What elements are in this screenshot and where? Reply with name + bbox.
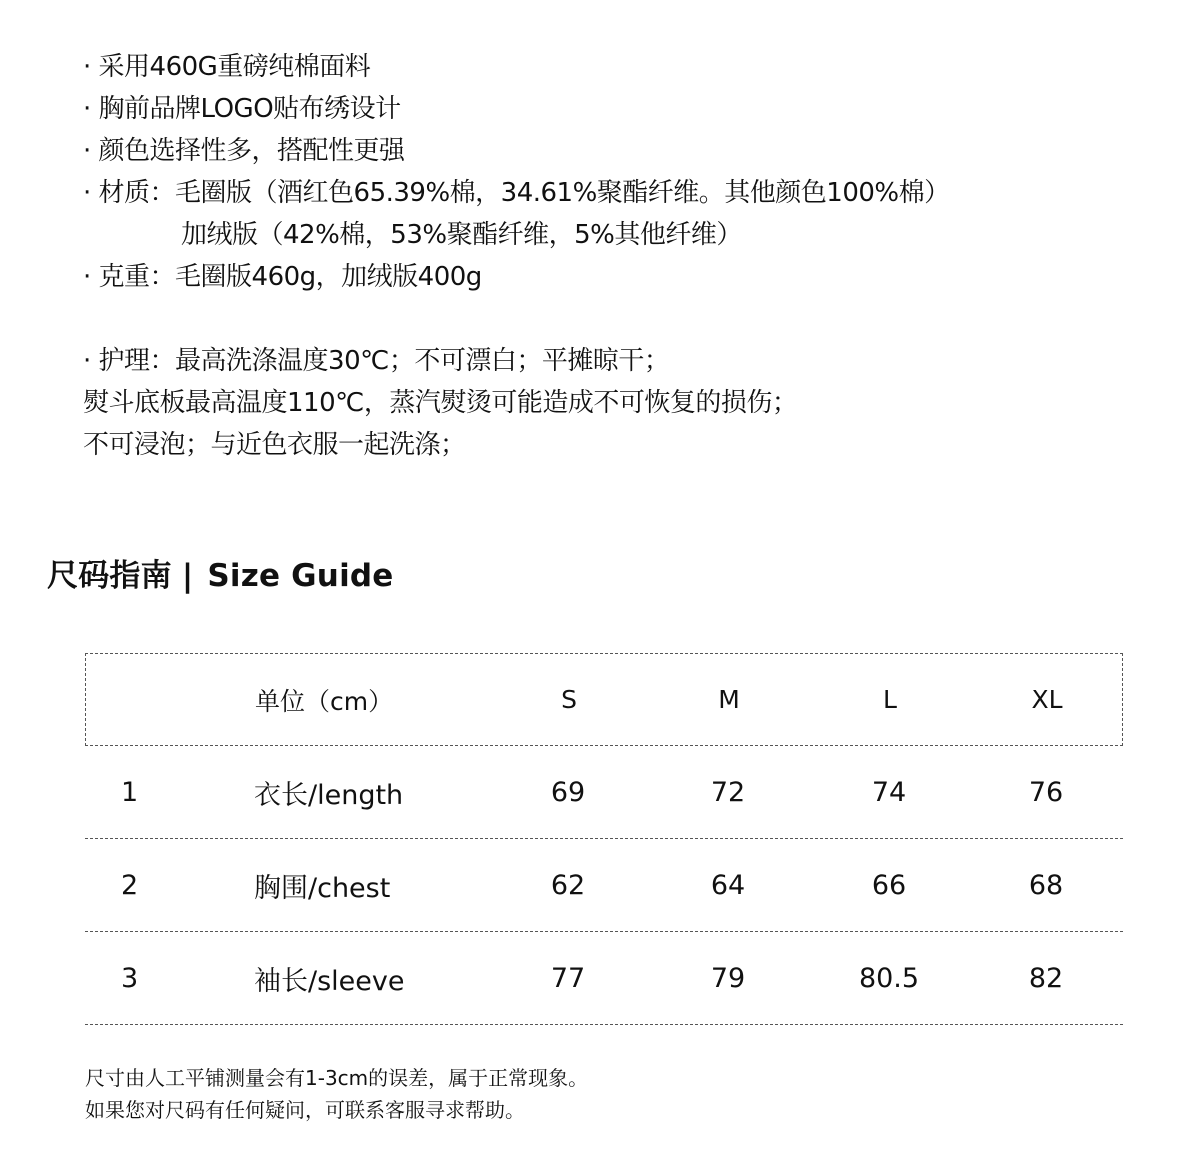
- value-xl: 76: [1028, 776, 1064, 808]
- table-header-row: [85, 653, 1123, 746]
- value-xl: 68: [1028, 869, 1064, 901]
- row-index: 3: [121, 962, 139, 994]
- table-row: [85, 839, 1123, 932]
- size-header-m: M: [718, 685, 740, 714]
- table-row: [85, 932, 1123, 1025]
- value-m: 79: [710, 962, 746, 994]
- feature-fabric: · 采用460G重磅纯棉面料: [83, 52, 371, 82]
- size-header-xl: XL: [1031, 685, 1063, 714]
- measurement-name: 袖长/sleeve: [254, 965, 405, 997]
- value-l: 66: [871, 869, 907, 901]
- measurement-note: [85, 1062, 588, 1126]
- value-xl: 82: [1028, 962, 1064, 994]
- size-header-l: L: [883, 685, 897, 714]
- row-index: 2: [121, 869, 139, 901]
- row-index: 1: [121, 776, 139, 808]
- care-washing: 不可浸泡；与近色衣服一起洗涤；: [83, 430, 466, 460]
- table-row: [85, 746, 1123, 839]
- spacer: [83, 298, 1183, 340]
- note-line-error: 尺寸由人工平铺测量会有1-3cm的误差，属于正常现象。: [85, 1066, 589, 1090]
- value-m: 64: [710, 869, 746, 901]
- feature-logo: · 胸前品牌LOGO贴布绣设计: [83, 94, 401, 124]
- unit-label: 单位（cm）: [255, 686, 394, 716]
- size-header-s: S: [561, 685, 577, 714]
- care-instructions: · 护理：最高洗涤温度30℃；不可漂白；平摊晾干；: [83, 346, 670, 376]
- value-l: 74: [871, 776, 907, 808]
- measurement-name: 衣长/length: [254, 779, 404, 811]
- heading-zh: 尺码指南: [47, 558, 172, 594]
- size-guide-heading: [47, 550, 394, 595]
- size-table: [85, 653, 1123, 1025]
- note-line-help: 如果您对尺码有任何疑问，可联系客服寻求帮助。: [85, 1098, 525, 1122]
- feature-material: · 材质：毛圈版（酒红色65.39%棉，34.61%聚酯纤维。其他颜色100%棉）: [83, 178, 950, 208]
- feature-material-fleece: 加绒版（42%棉，53%聚酯纤维，5%其他纤维）: [181, 220, 742, 250]
- care-ironing: 熨斗底板最高温度110℃，蒸汽熨烫可能造成不可恢复的损伤；: [83, 388, 798, 418]
- feature-colors: · 颜色选择性多，搭配性更强: [83, 136, 405, 166]
- value-s: 62: [550, 869, 586, 901]
- measurement-name: 胸围/chest: [254, 872, 391, 904]
- product-description: [83, 46, 1183, 466]
- heading-en: Size Guide: [207, 558, 394, 594]
- heading-separator: |: [181, 558, 194, 594]
- value-s: 77: [550, 962, 586, 994]
- value-s: 69: [550, 776, 586, 808]
- value-l: 80.5: [858, 962, 920, 994]
- feature-weight: · 克重：毛圈版460g，加绒版400g: [83, 262, 482, 292]
- value-m: 72: [710, 776, 746, 808]
